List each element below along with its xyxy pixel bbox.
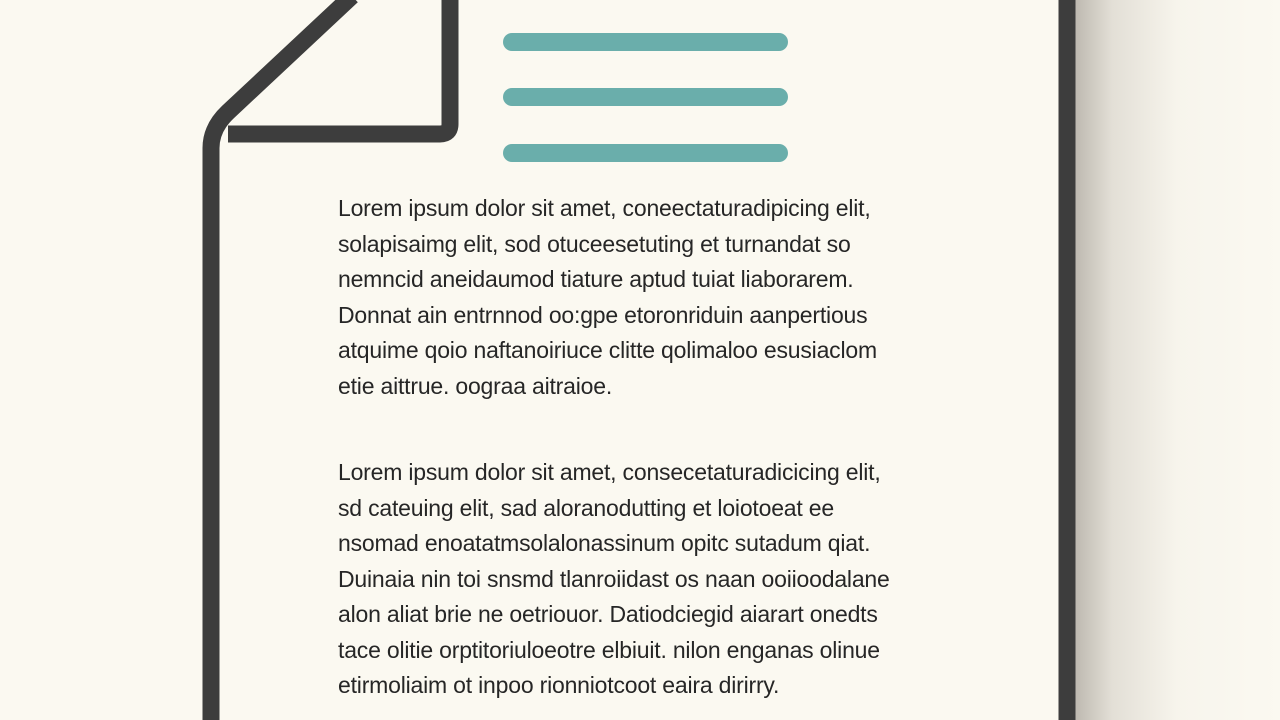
paragraph-line: Duinaia nin toi snsmd tlanroiidast os naan ooiioodalane [338, 565, 890, 592]
menu-lines-icon [512, 42, 779, 153]
paragraph-line: nsomad enoatatmsolalonassinum opitc sutadum qiat. [338, 530, 871, 556]
paragraph-line: etie aittrue. oograa aitraioe. [338, 372, 613, 399]
paragraph-line: alon aliat brie ne oetriouor. Datiodciegid aiarart onedts [338, 601, 878, 627]
paragraph-line: atquime qoio naftanoiriuce clitte qolimaloo esusiaclom [338, 337, 877, 363]
paragraph-line: Lorem ipsum dolor sit amet, coneectaturadipicing elit, [338, 195, 871, 221]
paragraph-line: etirmoliaim ot inpoo rionniotcoot eaira dirirry. [338, 672, 780, 698]
paragraph-line: tace olitie orptitoriuloeotre elbiuit. nilon enganas olinue [338, 636, 880, 663]
paragraph-line: nemncid aneidaumod tiature aptud tuiat liaborarem. [338, 266, 854, 292]
paragraph-line: solapisaimg elit, sod otuceesetuting et turnandat so [338, 230, 851, 257]
folded-corner [228, 0, 450, 134]
paragraph-line: Lorem ipsum dolor sit amet, consecetaturadicicing elit, [338, 459, 881, 485]
paragraph-1 [338, 191, 958, 404]
paragraph-2 [338, 455, 958, 704]
paragraph-line: Donnat ain entrnnod oo:gpe etoronriduin aanpertious [338, 301, 868, 328]
paragraph-line: sd cateuing elit, sad aloranodutting et loiotoeat ee [338, 494, 834, 521]
